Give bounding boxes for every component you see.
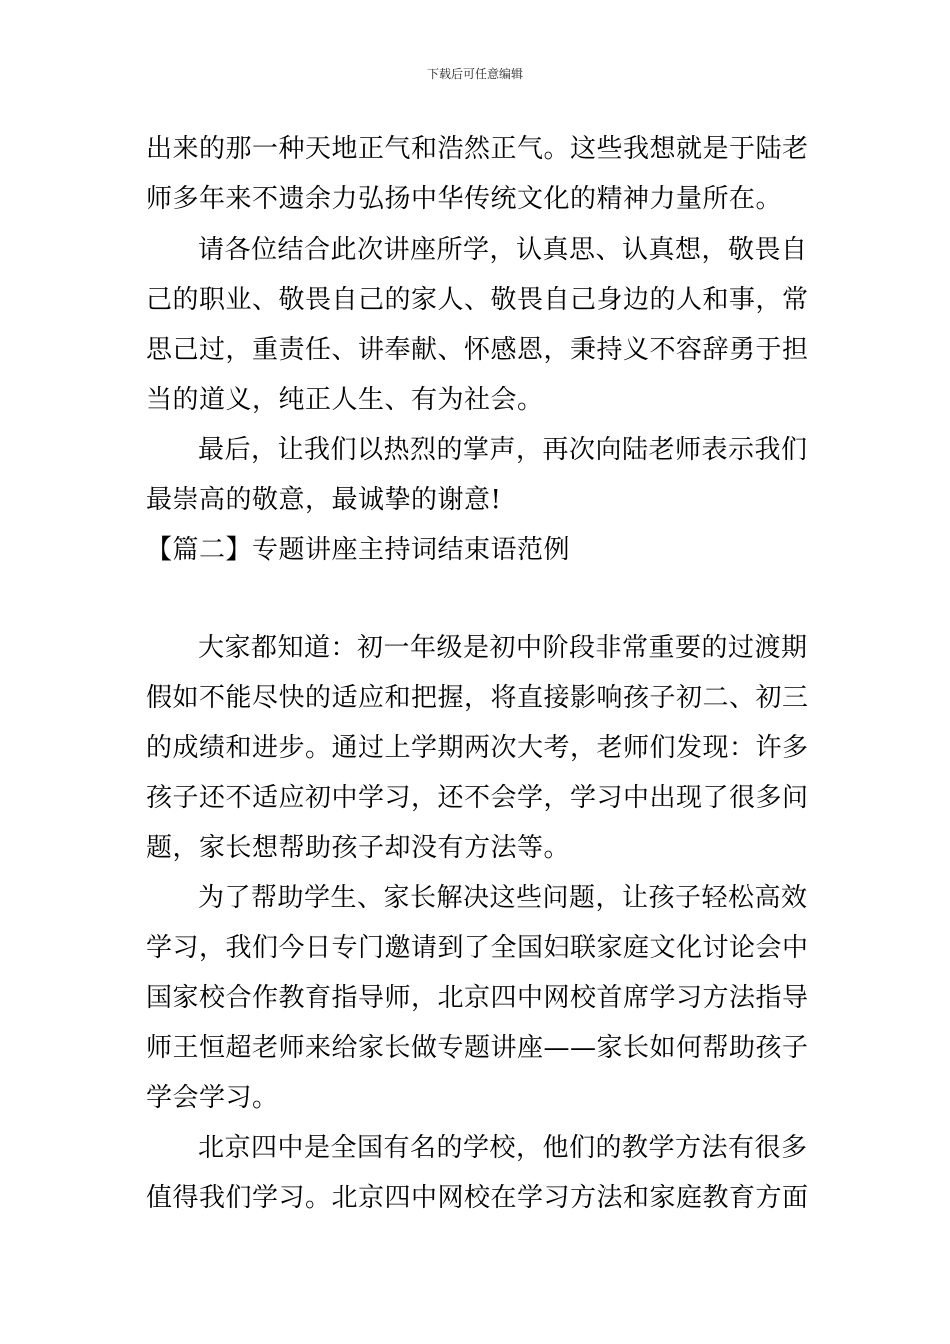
text-line: 国家校合作教育指导师，北京四中网校首席学习方法指导 bbox=[146, 983, 809, 1013]
text-line: 思己过，重责任、讲奉献、怀感恩，秉持义不容辞勇于担 bbox=[146, 335, 809, 365]
text-line: 最后，让我们以热烈的掌声，再次向陆老师表示我们 bbox=[198, 435, 808, 465]
text-line: 最崇高的敬意，最诚挚的谢意! bbox=[146, 485, 502, 515]
text-line: 当的道义，纯正人生、有为社会。 bbox=[146, 385, 544, 415]
text-line: 出来的那一种天地正气和浩然正气。这些我想就是于陆老 bbox=[146, 134, 809, 164]
text-line: 值得我们学习。北京四中网校在学习方法和家庭教育方面 bbox=[146, 1183, 809, 1213]
text-line: 师王恒超老师来给家长做专题讲座——家长如何帮助孩子 bbox=[146, 1033, 809, 1063]
text-line: 师多年来不遗余力弘扬中华传统文化的精神力量所在。 bbox=[146, 184, 783, 214]
text-line: 假如不能尽快的适应和把握，将直接影响孩子初二、初三 bbox=[146, 683, 809, 713]
text-line: 己的职业、敬畏自己的家人、敬畏自己身边的人和事，常 bbox=[146, 285, 809, 315]
text-line: 题，家长想帮助孩子却没有方法等。 bbox=[146, 833, 571, 863]
text-line: 学习，我们今日专门邀请到了全国妇联家庭文化讨论会中 bbox=[146, 933, 809, 963]
text-line: 为了帮助学生、家长解决这些问题，让孩子轻松高效 bbox=[198, 883, 808, 913]
page-header: 下载后可任意编辑 bbox=[426, 67, 523, 81]
text-line: 的成绩和进步。通过上学期两次大考，老师们发现：许多 bbox=[146, 733, 809, 763]
section-heading: 【篇二】专题讲座主持词结束语范例 bbox=[146, 535, 571, 565]
text-line: 北京四中是全国有名的学校，他们的教学方法有很多 bbox=[198, 1133, 808, 1163]
text-line: 大家都知道：初一年级是初中阶段非常重要的过渡期 bbox=[198, 633, 808, 663]
text-line: 请各位结合此次讲座所学，认真思、认真想，敬畏自 bbox=[198, 235, 808, 265]
text-line: 孩子还不适应初中学习，还不会学，学习中出现了很多问 bbox=[146, 783, 809, 813]
text-line: 学会学习。 bbox=[146, 1083, 279, 1113]
